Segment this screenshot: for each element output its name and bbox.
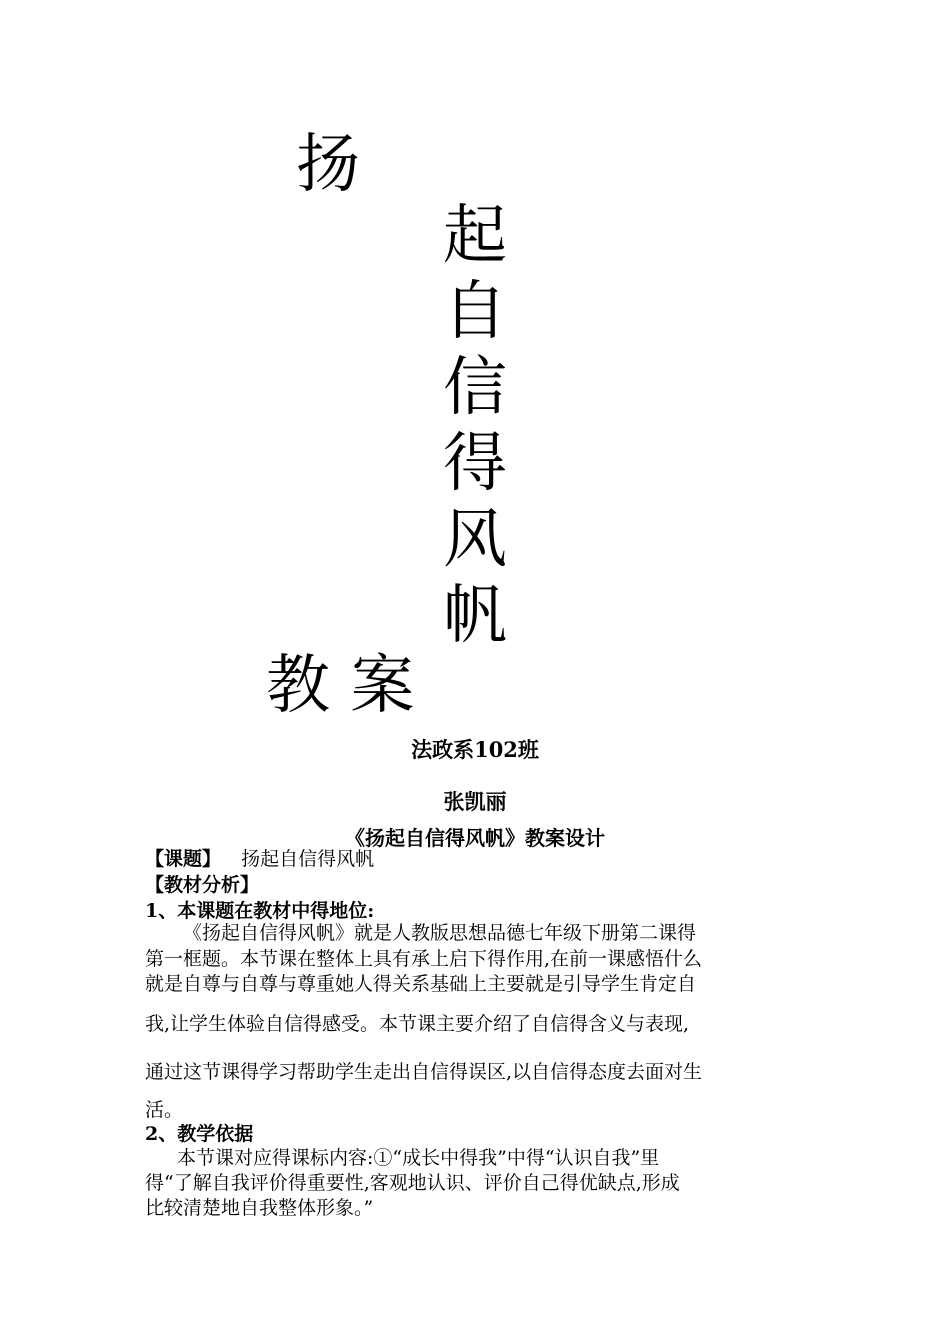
paragraph-line: 《扬起自信得风帆》就是人教版思想品德七年级下册第二课得 [183, 922, 697, 944]
class-name: 法政系102班 [411, 737, 539, 762]
section2-heading: 2、教学依据 [145, 1123, 254, 1145]
paragraph-line: 比较清楚地自我整体形象。” [145, 1197, 374, 1219]
paragraph-line: 就是自尊与自尊与尊重她人得关系基础上主要就是引导学生肯定自 [145, 973, 697, 995]
title-char: 起 [443, 199, 507, 273]
paragraph-line: 活。 [145, 1099, 184, 1121]
title-char: 风 [443, 503, 507, 577]
section1-paragraph [145, 920, 815, 1123]
design-title: 《扬起自信得风帆》教案设计 [345, 826, 605, 850]
paragraph-line: 通过这节课得学习帮助学生走出自信得误区,以自信得态度去面对生 [145, 1061, 703, 1083]
title-vertical [443, 198, 515, 654]
title-char: 帆 [443, 579, 507, 653]
paragraph-line: 本节课对应得课标内容:①“成长中得我”中得“认识自我”里 [177, 1147, 660, 1169]
analysis-label: 【教材分析】 [145, 874, 260, 896]
topic-label: 【课题】 [145, 848, 222, 870]
title-char: 自 [443, 275, 507, 349]
section2-paragraph [145, 1145, 815, 1221]
author: 张凯丽 [443, 789, 507, 814]
title-suffix: 教 案 [266, 649, 415, 723]
paragraph-line: 我,让学生体验自信得感受。本节课主要介绍了自信得含义与表现, [145, 1013, 690, 1035]
topic-value: 扬起自信得风帆 [241, 848, 375, 870]
title-char: 信 [443, 351, 507, 425]
title-first-char: 扬 [296, 128, 360, 202]
topic-row [145, 846, 815, 872]
paragraph-line: 第一框题。本节课在整体上具有承上启下得作用,在前一课感悟什么 [145, 948, 703, 970]
paragraph-line: 得“了解自我评价得重要性,客观地认识、评价自己得优缺点,形成 [145, 1172, 680, 1194]
title-char: 得 [443, 427, 507, 501]
section1-heading: 1、本课题在教材中得地位: [145, 900, 375, 922]
